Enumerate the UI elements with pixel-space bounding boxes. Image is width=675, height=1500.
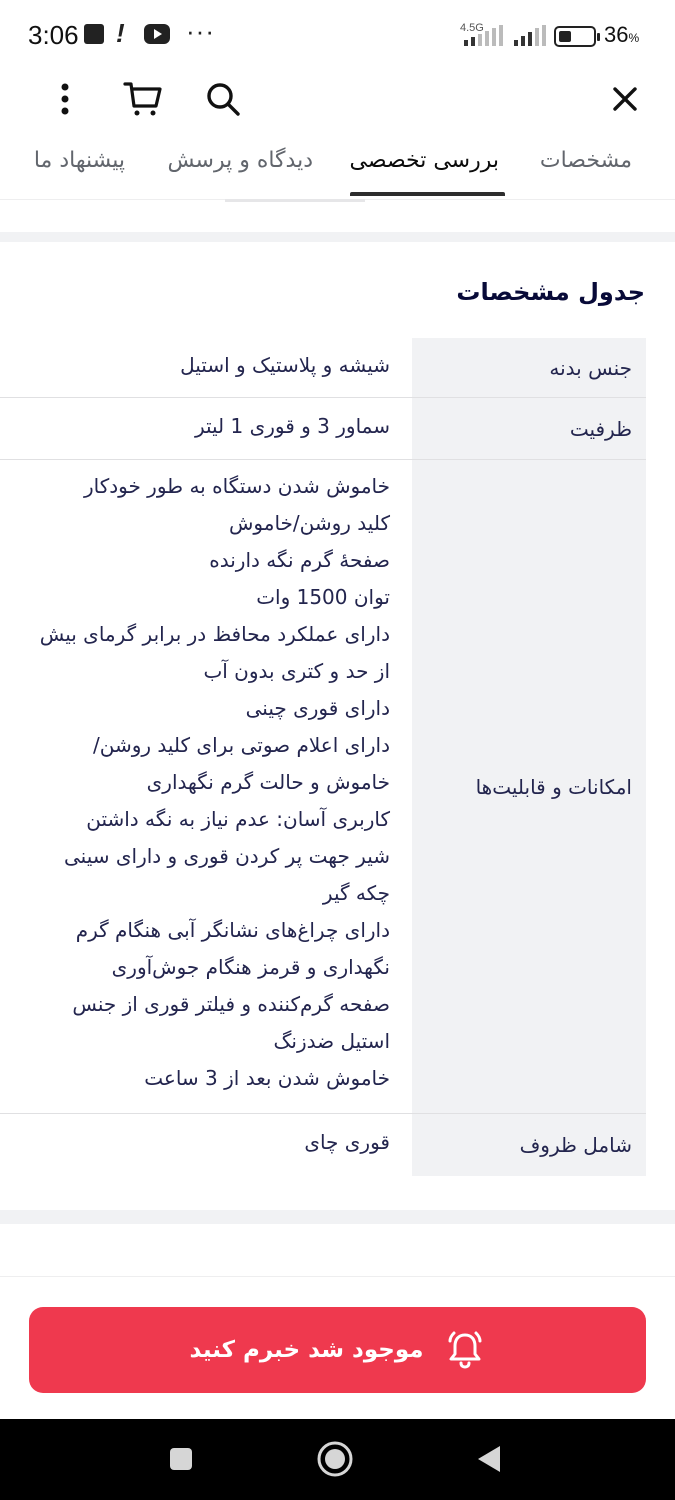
section-divider xyxy=(0,1210,675,1224)
product-tabs xyxy=(0,130,675,200)
back-button[interactable] xyxy=(468,1439,508,1479)
scroll-hint-bar xyxy=(225,199,365,202)
cart-button[interactable] xyxy=(118,74,168,124)
spec-value: شیشه و پلاستیک و استیل xyxy=(180,353,390,377)
spec-value: خاموش شدن دستگاه به طور خودکار کلید روشن/خاموش صفحهٔ گرم نگه دارنده توان 1500 وات دارای عملکرد محافظ در برابر گرمای بیش از حد و کتری بدون آب دارای قوری چینی دارای اعلام صوتی برای کلید روشن/ خاموش و حالت گرم نگهداری کاربری آسان: عدم نیاز به نگه داشتن شیر جهت پر کردن قوری و دارای سینی چکه گیر دارای چراغ‌های نشانگر آبی هنگام گرم نگهداری و قرمز هنگام جوش‌آوری صفحه گرم‌کننده و فیلتر قوری از جنس استیل ضدزنگ خاموش شدن بعد از 3 ساعت xyxy=(39,474,390,1090)
alert-icon: ! xyxy=(116,18,125,48)
network-type: 4.5G xyxy=(460,22,484,34)
spec-key: امکانات و قابلیت‌ها xyxy=(412,460,646,1113)
close-button[interactable] xyxy=(600,74,650,124)
more-vertical-icon xyxy=(59,81,71,117)
active-tab-indicator xyxy=(350,192,505,196)
status-time: 3:06 xyxy=(28,20,79,50)
table-row xyxy=(0,1114,646,1176)
status-bar xyxy=(0,0,675,70)
bottom-action-bar xyxy=(0,1276,675,1419)
spec-key: جنس بدنه xyxy=(412,338,646,397)
section-divider xyxy=(0,232,675,242)
recent-apps-icon xyxy=(168,1446,194,1472)
notify-when-available-button[interactable] xyxy=(29,1307,646,1393)
spec-table-title: جدول مشخصات xyxy=(456,278,645,306)
battery-icon xyxy=(554,26,596,47)
system-navigation-bar xyxy=(0,1419,675,1500)
spec-value: سماور 3 و قوری 1 لیتر xyxy=(194,414,390,438)
back-icon xyxy=(474,1444,502,1474)
tab-comments-questions[interactable]: دیدگاه و پرسش xyxy=(167,148,313,173)
home-icon xyxy=(316,1440,354,1478)
spec-table xyxy=(0,338,646,1176)
tab-our-suggestion[interactable]: پیشنهاد ما xyxy=(33,148,125,173)
close-icon xyxy=(612,86,638,112)
table-row xyxy=(0,338,646,398)
top-toolbar xyxy=(0,70,675,128)
spec-key: شامل ظروف xyxy=(412,1114,646,1176)
more-options-button[interactable] xyxy=(40,74,90,124)
cart-icon xyxy=(123,80,163,118)
spec-value: قوری چای xyxy=(304,1130,390,1154)
table-row xyxy=(0,460,646,1114)
battery-percentage: 36% xyxy=(604,22,640,47)
tab-expert-review[interactable]: بررسی تخصصی xyxy=(349,148,499,173)
spec-key: ظرفیت xyxy=(412,398,646,459)
tab-specifications[interactable]: مشخصات xyxy=(539,148,632,173)
youtube-icon xyxy=(144,24,170,44)
more-notifications-icon: ··· xyxy=(186,16,215,46)
signal-2-icon xyxy=(512,24,548,46)
recent-apps-button[interactable] xyxy=(161,1439,201,1479)
table-row xyxy=(0,398,646,460)
notify-button-label: موجود شد خبرم کنید xyxy=(189,1337,424,1363)
search-icon xyxy=(205,81,241,117)
bell-icon xyxy=(445,1330,485,1370)
home-button[interactable] xyxy=(315,1439,355,1479)
search-button[interactable] xyxy=(198,74,248,124)
signal-1-icon xyxy=(462,24,508,46)
notification-square-icon xyxy=(84,24,104,44)
